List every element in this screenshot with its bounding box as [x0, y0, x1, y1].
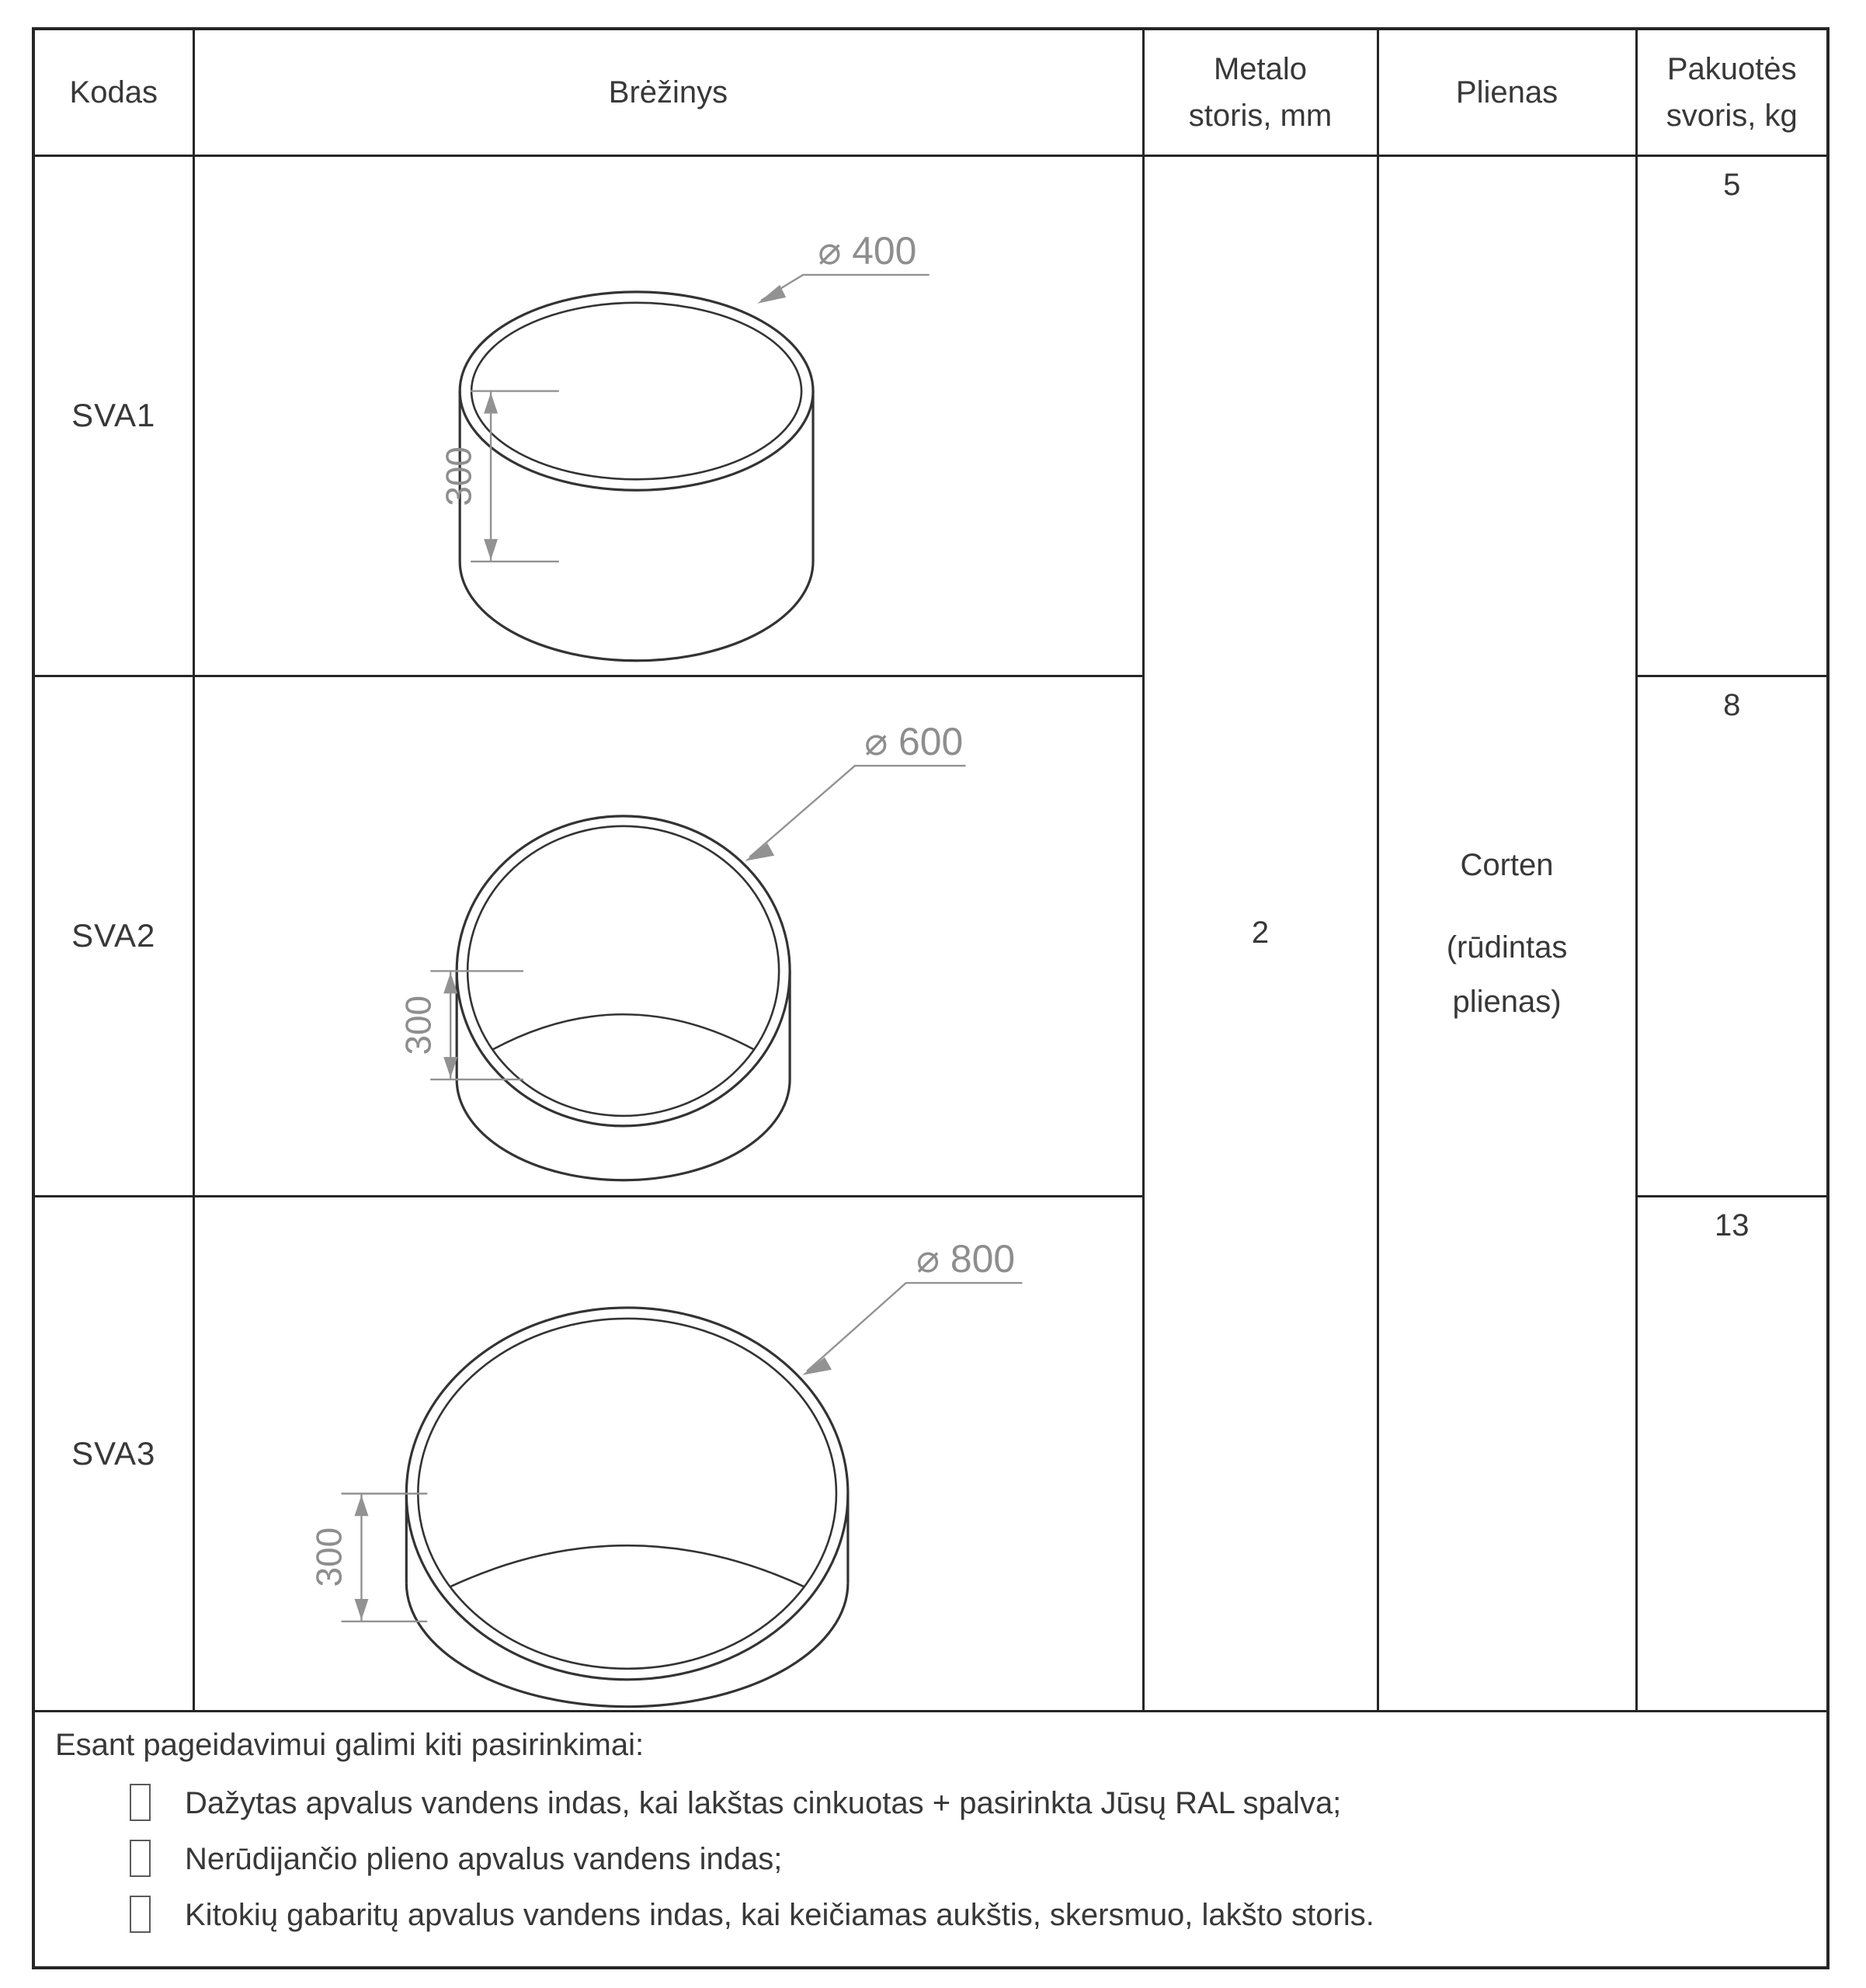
header-line: Brėžinys [608, 75, 728, 109]
code-cell-sva1 [33, 155, 193, 676]
table-row-sva1 [33, 155, 1828, 676]
product-code: SVA2 [71, 917, 156, 954]
height-dimension-label: 300 [397, 995, 438, 1055]
footer-intro: Esant pageidavimui galimi kiti pasirinkimai: [55, 1727, 645, 1762]
height-dimension-label: 300 [437, 446, 478, 506]
height-dimension-label: 300 [308, 1527, 349, 1587]
diameter-callout [757, 228, 929, 303]
cylinder-drawing-sva2 [195, 677, 1142, 1195]
product-code: SVA1 [71, 397, 156, 433]
product-code: SVA3 [71, 1434, 156, 1472]
diameter-callout [802, 1237, 1022, 1375]
weight-cell-sva3 [1636, 1196, 1828, 1711]
header-brezinys [193, 29, 1143, 155]
package-weight: 5 [1723, 167, 1741, 202]
package-weight: 8 [1723, 687, 1741, 722]
header-plienas [1378, 29, 1636, 155]
header-line: Pakuotės [1666, 51, 1797, 86]
drawing-cell-sva2 [193, 676, 1143, 1196]
footer-option [130, 1832, 1806, 1888]
cylinder-outline [457, 815, 790, 1180]
footer-note-cell [33, 1711, 1828, 1968]
header-kodas [33, 29, 193, 155]
metal-thickness-value: 2 [1251, 916, 1270, 950]
empty-checkbox-glyph [130, 1896, 151, 1933]
diameter-callout [745, 720, 965, 861]
weight-cell-sva1 [1636, 155, 1828, 676]
cylinder-outline [406, 1307, 848, 1706]
header-line: svoris, kg [1666, 98, 1798, 133]
product-spec-table [32, 27, 1830, 1969]
empty-checkbox-glyph [130, 1784, 151, 1821]
height-dimension [438, 391, 559, 561]
header-line: storis, mm [1188, 98, 1333, 133]
footer-option-text: Nerūdijančio plieno apvalus vandens indas; [185, 1842, 783, 1876]
code-cell-sva3 [33, 1196, 193, 1711]
diameter-callout-label: ⌀ 400 [817, 228, 916, 273]
empty-checkbox-glyph [130, 1840, 151, 1877]
header-line: Metalo [1213, 51, 1308, 86]
footer-option-text: Dažytas apvalus vandens indas, kai lakštas cinkuotas + pasirinkta Jūsų RAL spalva; [185, 1786, 1342, 1820]
spec-sheet [32, 27, 1826, 1966]
package-weight: 13 [1715, 1208, 1750, 1242]
footer-option [130, 1776, 1806, 1832]
height-dimension [398, 971, 523, 1079]
cylinder-outline [460, 291, 813, 660]
header-metalo-storis [1143, 29, 1378, 155]
weight-cell-sva2 [1636, 676, 1828, 1196]
steel-type-cell [1378, 155, 1636, 1711]
code-cell-sva2 [33, 676, 193, 1196]
footer-options-list [55, 1776, 1806, 1944]
drawing-cell-sva3 [193, 1196, 1143, 1711]
header-row [33, 29, 1828, 155]
diameter-callout-label: ⌀ 800 [916, 1236, 1015, 1281]
drawing-cell-sva1 [193, 155, 1143, 676]
cylinder-drawing-sva1 [195, 157, 1142, 675]
diameter-callout-label: ⌀ 600 [864, 719, 963, 763]
header-line: Kodas [69, 75, 158, 109]
steel-name: Corten [1460, 847, 1554, 882]
cylinder-drawing-sva3 [195, 1197, 1142, 1710]
footer-option [130, 1888, 1806, 1944]
header-pakuotes-svoris [1636, 29, 1828, 155]
header-line: Plienas [1455, 75, 1558, 109]
footer-option-text: Kitokių gabaritų apvalus vandens indas, kai keičiamas aukštis, skersmuo, lakšto storis. [185, 1898, 1374, 1932]
steel-note: (rūdintas plienas) [1446, 930, 1568, 1019]
footer-row [33, 1711, 1828, 1968]
metal-thickness-cell [1143, 155, 1378, 1711]
